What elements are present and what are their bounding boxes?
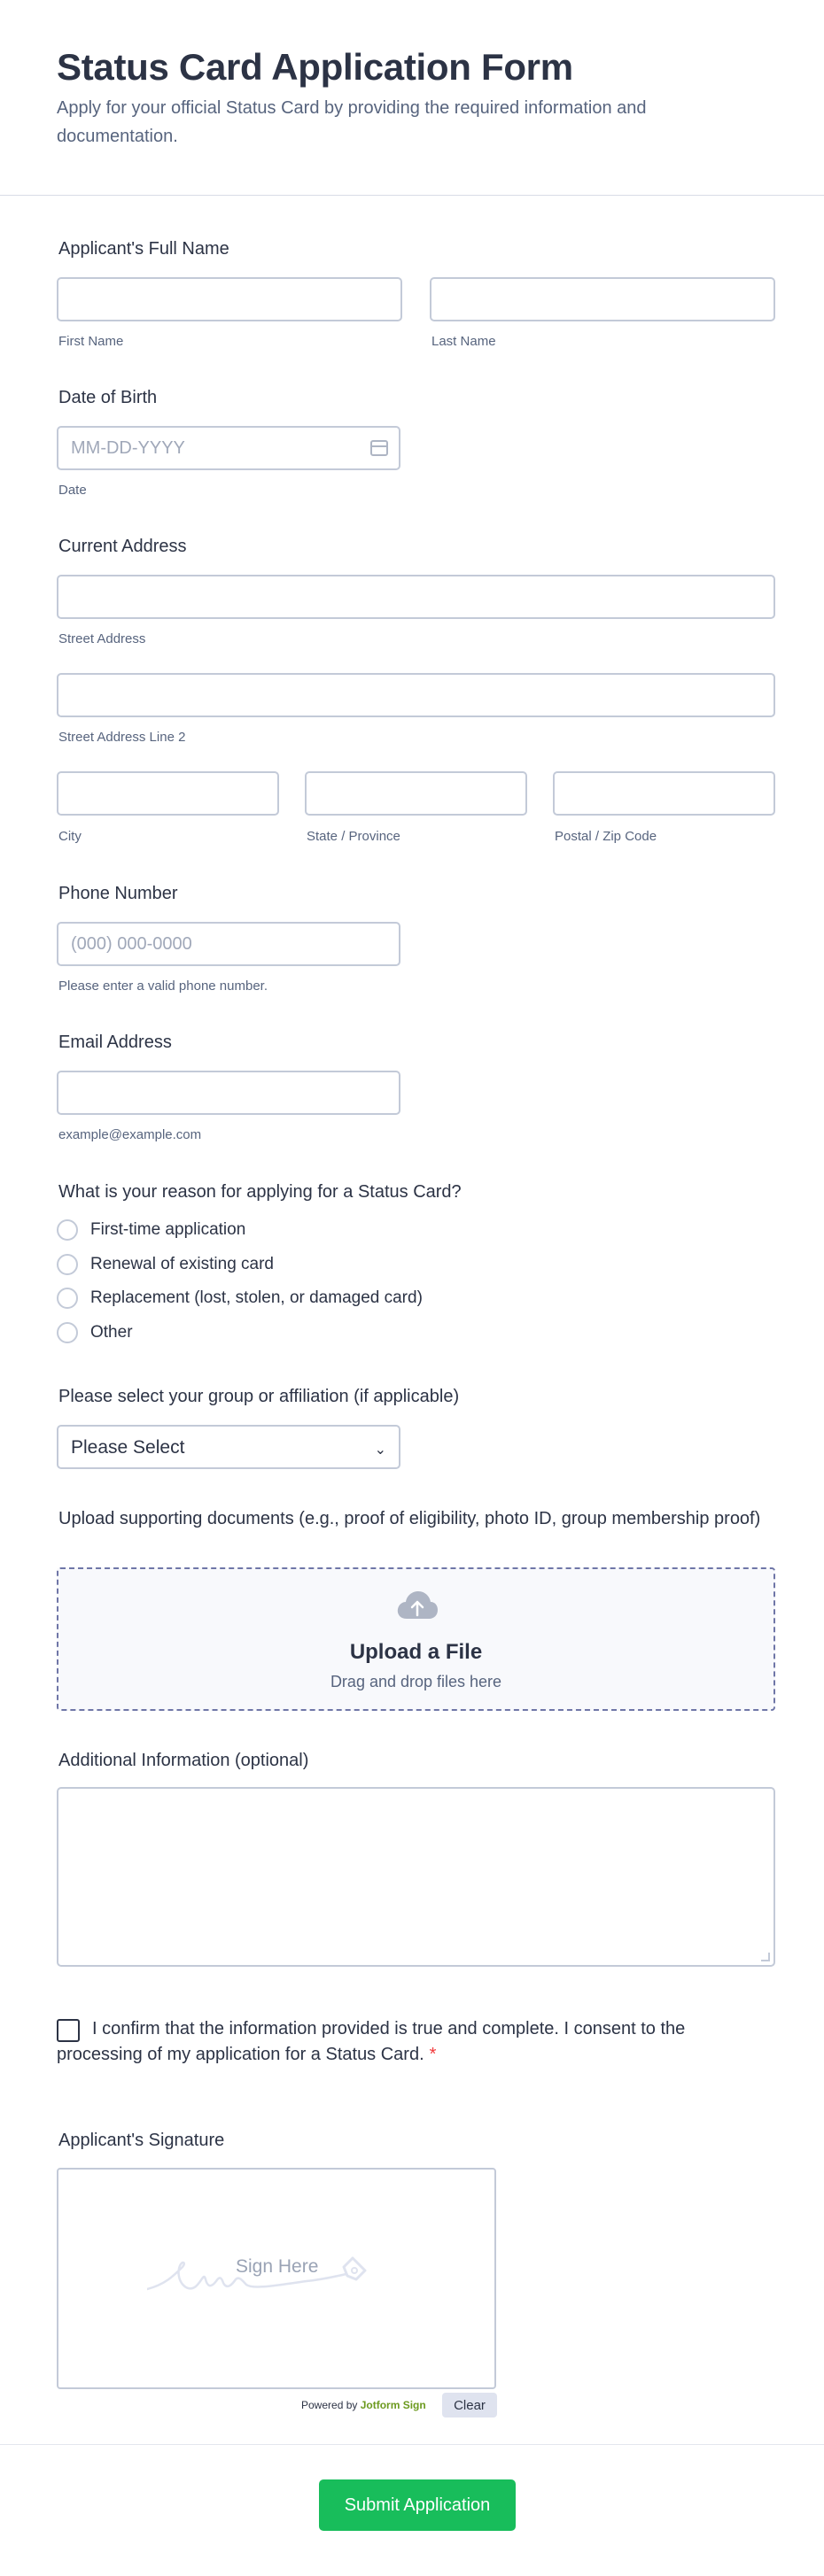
upload-label: Upload supporting documents (e.g., proof of eligibility, photo ID, group membership proof) <box>58 1509 761 1528</box>
calendar-icon[interactable] <box>370 440 388 456</box>
last-name-input[interactable] <box>430 277 775 321</box>
cloud-upload-icon <box>395 1589 439 1624</box>
street-address-input[interactable] <box>57 575 775 619</box>
first-name-input[interactable] <box>57 277 402 321</box>
city-input[interactable] <box>57 771 279 816</box>
radio-circle[interactable] <box>57 1322 78 1343</box>
radio-label: Renewal of existing card <box>90 1255 274 1273</box>
phone-sublabel: Please enter a valid phone number. <box>58 979 268 994</box>
last-name-sublabel: Last Name <box>431 334 496 349</box>
state-sublabel: State / Province <box>307 829 400 844</box>
upload-subtitle: Drag and drop files here <box>330 1673 502 1690</box>
dob-label: Date of Birth <box>58 388 158 407</box>
radio-other[interactable] <box>57 1319 133 1346</box>
additional-info-textarea[interactable] <box>57 1787 775 1967</box>
street-address-2-sublabel: Street Address Line 2 <box>58 730 186 745</box>
address-label: Current Address <box>58 537 187 556</box>
radio-circle[interactable] <box>57 1254 78 1275</box>
clear-signature-button[interactable]: Clear <box>442 2393 497 2417</box>
signature-label: Applicant's Signature <box>58 2131 225 2150</box>
email-sublabel: example@example.com <box>58 1127 202 1142</box>
phone-label: Phone Number <box>58 884 178 903</box>
resize-handle-icon[interactable] <box>761 1953 770 1961</box>
group-label: Please select your group or affiliation (if applicable) <box>58 1387 460 1406</box>
radio-renewal[interactable] <box>57 1251 274 1278</box>
consent-checkbox[interactable] <box>57 2019 80 2042</box>
page-title: Status Card Application Form <box>57 46 573 88</box>
radio-label: Replacement (lost, stolen, or damaged card) <box>90 1288 423 1307</box>
zip-input[interactable] <box>553 771 775 816</box>
signature-pad[interactable] <box>57 2168 496 2389</box>
sign-here-placeholder: Sign Here <box>236 2256 319 2277</box>
dob-input[interactable] <box>57 426 400 470</box>
zip-sublabel: Postal / Zip Code <box>555 829 657 844</box>
powered-prefix: Powered by <box>301 2399 358 2411</box>
powered-brand: Jotform Sign <box>360 2399 426 2411</box>
additional-info-label: Additional Information (optional) <box>58 1751 309 1770</box>
required-mark: * <box>429 2045 437 2064</box>
form-header <box>0 0 824 196</box>
reason-label: What is your reason for applying for a Status Card? <box>58 1182 462 1202</box>
city-sublabel: City <box>58 829 82 844</box>
dob-placeholder: MM-DD-YYYY <box>71 438 185 458</box>
state-input[interactable] <box>305 771 527 816</box>
radio-circle[interactable] <box>57 1219 78 1241</box>
submit-button[interactable]: Submit Application <box>319 2479 516 2531</box>
radio-label: Other <box>90 1323 133 1342</box>
phone-placeholder: (000) 000-0000 <box>71 934 192 954</box>
group-select[interactable] <box>57 1425 400 1469</box>
powered-by-text <box>301 2399 426 2411</box>
dob-sublabel: Date <box>58 483 87 498</box>
email-input[interactable] <box>57 1071 400 1115</box>
page-subtitle: Apply for your official Status Card by providing the required information and documentation. <box>57 98 647 146</box>
consent-label: I confirm that the information provided is true and complete. I consent to the processing of my application for a Status Card. <box>57 2019 686 2064</box>
file-upload-dropzone[interactable] <box>57 1567 775 1711</box>
street-address-sublabel: Street Address <box>58 631 146 646</box>
radio-circle[interactable] <box>57 1288 78 1309</box>
phone-input[interactable] <box>57 922 400 966</box>
upload-title: Upload a File <box>349 1640 483 1664</box>
radio-first-time[interactable] <box>57 1217 245 1243</box>
first-name-sublabel: First Name <box>58 334 124 349</box>
footer-divider <box>0 2444 824 2445</box>
consent-text <box>57 2016 712 2068</box>
full-name-label: Applicant's Full Name <box>58 239 229 259</box>
street-address-2-input[interactable] <box>57 673 775 717</box>
email-label: Email Address <box>58 1033 172 1052</box>
group-select-value: Please Select <box>71 1437 185 1458</box>
chevron-down-icon: ⌄ <box>374 1443 386 1458</box>
radio-label: First-time application <box>90 1220 246 1239</box>
radio-replacement[interactable] <box>57 1285 423 1311</box>
